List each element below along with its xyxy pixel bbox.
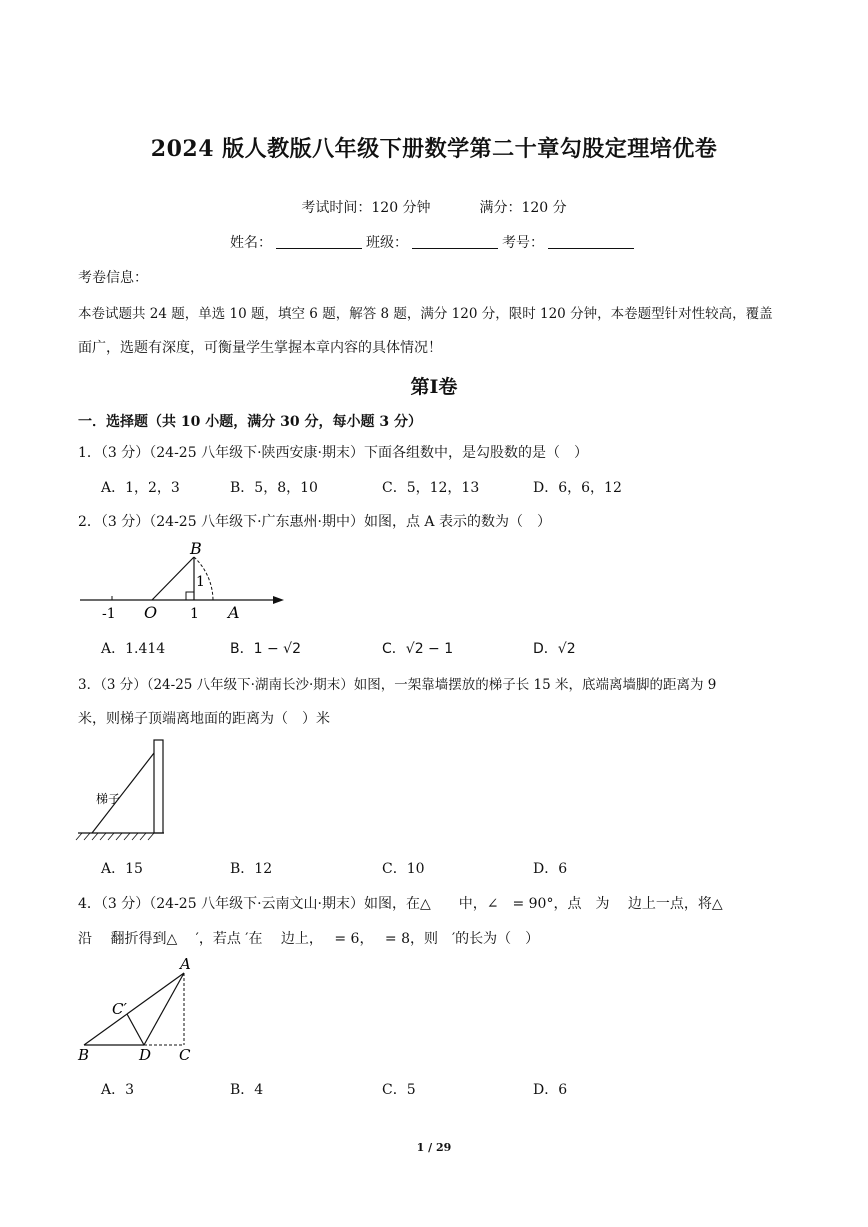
question-2-option-b: B．1 − √2 (230, 641, 301, 657)
question-1-option-b: B．5，8，10 (230, 480, 318, 496)
question-4-stem-line-1: 4．（3 分）（24-25 八年级下·云南文山·期末）如图，在△ 中，∠ = 90°，点 为 边上一点，将△ (78, 896, 723, 912)
label-c-prime: C′ (112, 1000, 127, 1018)
info-text-line-1: 本卷试题共 24 题，单选 10 题，填空 6 题，解答 8 题，满分 120 分，限时 120 分钟，本卷题型针对性较高，覆盖 (78, 306, 773, 322)
label-a: A (228, 603, 240, 622)
label-o: O (144, 603, 158, 622)
question-2-option-c: C．√2 − 1 (382, 641, 454, 657)
full-score: 满分：120 分 (479, 200, 567, 216)
number-blank (548, 234, 634, 249)
segment-c-prime-d (127, 1014, 144, 1045)
part-heading: 一．选择题（共 10 小题，满分 30 分，每小题 3 分） (78, 414, 422, 430)
question-3-option-a: A．15 (101, 861, 143, 877)
question-2-option-d: D．√2 (533, 641, 576, 657)
label-a: A (180, 955, 191, 973)
question-1-option-c: C．5，12，13 (382, 480, 480, 496)
question-2-stem: 2．（3 分）（24-25 八年级下·广东惠州·期中）如图，点 A 表示的数为（ ） (78, 514, 551, 530)
section-title: 第Ⅰ卷 (410, 376, 458, 398)
hypotenuse-ob (152, 557, 194, 600)
label-minus-1: -1 (102, 606, 116, 622)
side-ab (84, 973, 184, 1045)
label-b: B (190, 539, 202, 558)
exam-time: 考试时间：120 分钟 (301, 200, 431, 216)
question-3-option-d: D．6 (533, 861, 568, 877)
question-1-option-a: A．1，2，3 (101, 480, 180, 496)
page-number: 1 / 29 (416, 1141, 452, 1154)
question-1-stem: 1．（3 分）（24-25 八年级下·陕西安康·期末）下面各组数中，是勾股数的是（ ） (78, 445, 588, 461)
exam-time-score (0, 197, 868, 217)
ladder-label: 梯子 (96, 792, 121, 806)
question-4-option-d: D．6 (533, 1082, 568, 1098)
number-line-figure (72, 536, 292, 626)
label-d: D (139, 1046, 152, 1064)
student-info-line (0, 232, 868, 252)
label-1: 1 (190, 606, 199, 622)
number-label: 考号： (502, 235, 544, 251)
ladder-figure (74, 735, 174, 845)
right-angle-mark (186, 592, 194, 600)
wall (154, 740, 163, 833)
document-title: 2024 版人教版八年级下册数学第二十章勾股定理培优卷 (150, 136, 718, 162)
label-b: B (78, 1046, 90, 1064)
question-4-stem-line-2: 沿 翻折得到△ ′，若点 ′在 边上， = 6， = 8，则 ′的长为（ ） (78, 931, 540, 947)
label-side-1: 1 (196, 574, 205, 590)
question-4-option-a: A．3 (101, 1082, 135, 1098)
fold-line-ad (144, 973, 184, 1045)
label-c: C (179, 1046, 191, 1064)
class-label: 班级： (366, 235, 408, 251)
class-blank (412, 234, 498, 249)
axis-arrow (273, 596, 284, 604)
question-3-stem-line-2: 米，则梯子顶端离地面的距离为（ ）米 (78, 711, 330, 727)
question-4-option-b: B．4 (230, 1082, 264, 1098)
name-blank (276, 234, 362, 249)
triangle-fold-figure (74, 953, 204, 1065)
name-label: 姓名： (230, 235, 272, 251)
ground-hatching (76, 833, 154, 840)
info-heading: 考卷信息： (78, 270, 148, 286)
question-2-option-a: A．1.414 (101, 641, 166, 657)
question-3-option-b: B．12 (230, 861, 273, 877)
question-3-stem-line-1: 3．（3 分）（24-25 八年级下·湖南长沙·期末）如图，一架靠墙摆放的梯子长 15 米，底端离墙脚的距离为 9 (78, 677, 717, 693)
question-1-option-d: D．6，6，12 (533, 480, 622, 496)
question-3-option-c: C．10 (382, 861, 425, 877)
question-4-option-c: C．5 (382, 1082, 416, 1098)
info-text-line-2: 面广，选题有深度，可衡量学生掌握本章内容的具体情况！ (78, 340, 442, 356)
